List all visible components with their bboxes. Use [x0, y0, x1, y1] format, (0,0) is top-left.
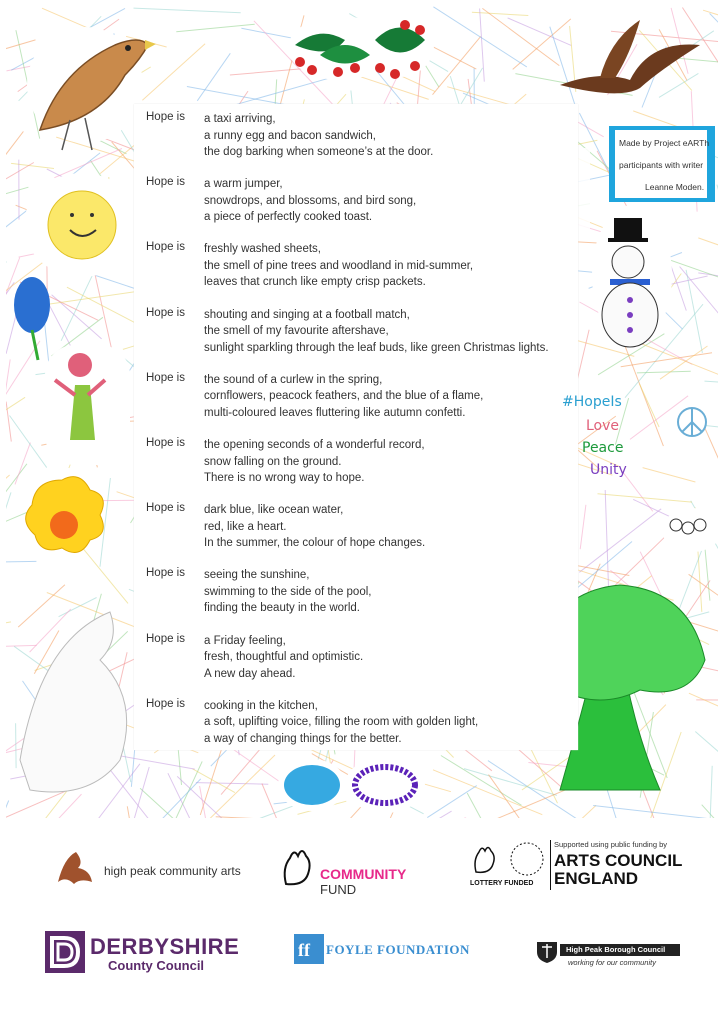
arts-council-supported: Supported using public funding by [554, 840, 667, 849]
unity-text: Unity [590, 462, 627, 478]
stanza-lines [204, 176, 416, 226]
stanza-lines [204, 698, 478, 748]
caterpillar-drawing [662, 508, 722, 552]
stanza-lines [204, 372, 483, 422]
stanza-lines [204, 111, 433, 161]
stanza-line: a way of changing things for the better. [204, 732, 402, 745]
stanza-line: snow falling on the ground. [204, 455, 342, 468]
credit-line-3: Leanne Moden. [645, 182, 705, 192]
stanza-line: multi-coloured leaves fluttering like autumn confetti. [204, 406, 466, 419]
poem-panel [134, 104, 578, 750]
funders-footer [14, 822, 700, 1016]
derbyshire-line-1: DERBYSHIRE [90, 934, 240, 959]
stanza-label: Hope is [146, 111, 185, 123]
stanza-line: the opening seconds of a wonderful record, [204, 439, 425, 451]
stanza-line: There is no wrong way to hope. [204, 472, 365, 484]
foyle-name: FOYLE FOUNDATION [326, 942, 470, 957]
stanza-line: a piece of perfectly cooked toast. [204, 211, 373, 224]
hashtag-text: #HopeIs [562, 394, 622, 410]
stanza-line: a warm jumper, [204, 178, 283, 191]
hpca-name: high peak community arts [104, 864, 241, 878]
derbyshire-line-2: County Council [108, 958, 205, 973]
hpca-logo-icon [54, 848, 96, 888]
credit-line-1: Made by Project eARTh [619, 138, 710, 148]
stanza-line: sunlight sparkling through the leaf buds, like green Christmas lights. [204, 341, 549, 354]
stanza-label: Hope is [146, 176, 185, 189]
credit-box [609, 126, 715, 202]
holly-drawing [288, 13, 434, 80]
love-text: Love [586, 418, 620, 434]
hpbc-tagline: working for our community [568, 958, 656, 967]
stanza-label: Hope is [146, 502, 185, 515]
swallow-drawing [560, 20, 700, 93]
stanza-line: freshly washed sheets, [204, 243, 321, 256]
lottery-fingers-small-icon [470, 842, 502, 876]
credit-box-inner [615, 130, 710, 198]
dove-drawing [20, 612, 127, 792]
arts-council-name-1: ARTS COUNCIL [554, 851, 683, 870]
stanza-label: Hope is [146, 437, 185, 449]
stanza-line: fresh, thoughtful and optimistic. [204, 651, 364, 664]
stanza-line: red, like a heart. [204, 520, 287, 533]
derbyshire-logo-icon [44, 930, 86, 974]
stanza-line: In the summer, the colour of hope changes. [204, 537, 426, 550]
stanza-line: the dog barking when someone’s at the door. [204, 146, 434, 158]
blue-oval-drawing [278, 759, 346, 811]
hpbc-name: High Peak Borough Council [566, 945, 666, 954]
stanza-line: dark blue, like ocean water, [204, 504, 344, 517]
stanza-lines [204, 633, 363, 683]
snowman-drawing [592, 205, 672, 347]
stanza-label: Hope is [146, 697, 185, 710]
peace-symbol-drawing [678, 408, 706, 436]
stanza-line: leaves that crunch like empty crisp packets. [204, 276, 426, 289]
peace-text: Peace [582, 440, 624, 456]
community-fund-line-2: FUND [320, 882, 357, 897]
credit-line-2: participants with writer [619, 160, 704, 170]
yellow-flower-drawing [26, 477, 104, 553]
stanza-line: seeing the sunshine, [204, 569, 310, 582]
arts-council-divider [550, 840, 551, 890]
stanza-line: a taxi arriving, [204, 113, 276, 125]
lottery-funded-label: LOTTERY FUNDED [470, 880, 534, 887]
stanza-lines [204, 502, 425, 552]
stanza-line: snowdrops, and blossoms, and bird song, [204, 194, 417, 207]
stanza-line: the sound of a curlew in the spring, [204, 373, 383, 386]
stanza-line: finding the beauty in the world. [204, 602, 360, 615]
arts-council-ring-icon [508, 840, 546, 878]
stanza-label: Hope is [146, 371, 185, 384]
arts-council-name-2: ENGLAND [554, 869, 639, 888]
lottery-crossed-fingers-icon [278, 844, 320, 890]
stanza-line: A new day ahead. [204, 667, 296, 680]
stanza-line: cooking in the kitchen, [204, 699, 318, 712]
stanza-line: cornflowers, peacock feathers, and the blue of a flame, [204, 390, 484, 403]
stanza-line: a Friday feeling, [204, 634, 286, 647]
sun-drawing [24, 173, 140, 277]
flower-person-drawing [45, 345, 130, 465]
foyle-logo-icon [294, 934, 324, 964]
stanza-lines [204, 567, 371, 617]
stanza-lines [204, 437, 425, 487]
purple-scribble-drawing [345, 757, 425, 813]
stanza-label: Hope is [146, 241, 185, 254]
stanza-lines [204, 307, 549, 357]
stanza-line: a runny egg and bacon sandwich, [204, 129, 376, 142]
stanza-line: a soft, uplifting voice, filling the room with golden light, [204, 716, 479, 729]
stanza-label: Hope is [146, 567, 185, 580]
stanza-label: Hope is [146, 632, 185, 645]
hpbc-crest-icon [534, 938, 560, 964]
stanza-line: the smell of pine trees and woodland in mid-summer, [204, 259, 474, 272]
stanza-label: Hope is [146, 306, 185, 319]
svg-text:ff: ff [298, 940, 310, 960]
stanza-line: the smell of my favourite aftershave, [204, 325, 389, 338]
stanza-lines [204, 241, 473, 291]
stanza-line: shouting and singing at a football match, [204, 308, 410, 321]
hashtag-drawing [558, 390, 658, 490]
stanza-line: swimming to the side of the pool, [204, 585, 372, 598]
tulip-drawing [14, 277, 50, 360]
community-fund-line-1: COMMUNITY [320, 866, 407, 882]
